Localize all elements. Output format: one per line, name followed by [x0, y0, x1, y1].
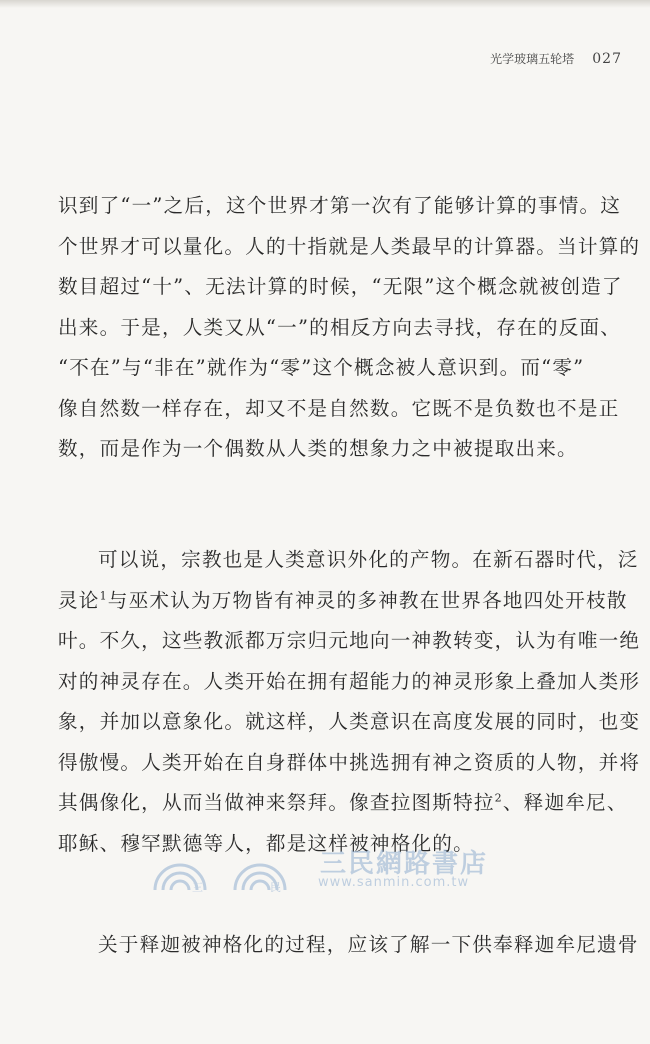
text-line-content: 、释迦牟尼、: [502, 791, 628, 814]
text-line: 像自然数一样存在，却又不是自然数。它既不是负数也不是正: [58, 396, 620, 420]
watermark-url: www.sanmin.com.tw: [318, 875, 470, 890]
footnote-marker: 2: [494, 791, 503, 805]
paragraph-1: [58, 186, 641, 470]
text-line: 得傲慢。人类开始在自身群体中挑选拥有神之资质的人物，并将: [58, 750, 641, 774]
running-header: [490, 50, 622, 67]
text-line: 识到了“一”之后，这个世界才第一次有了能够计算的事情。这: [58, 194, 622, 217]
text-line-content: 关于释迦被神格化的过程，应该了解一下供奉释迦牟尼遗骨: [98, 933, 639, 956]
text-line-content: 其偶像化，从而当做神来祭拜。像查拉图斯特拉: [58, 791, 495, 814]
watermark-min: 民: [270, 881, 281, 894]
text-line: “不在”与“非在”就作为“零”这个概念被人意识到。而“零”: [58, 356, 585, 379]
watermark-store-name: 三民網路書店: [320, 849, 489, 879]
text-line: 对的神灵存在。人类开始在拥有超能力的神灵形象上叠加人类形: [58, 669, 641, 693]
text-line: 出来。于是，人类又从“一”的相反方向去寻找，存在的反面、: [58, 315, 622, 339]
watermark-san: 三: [192, 881, 203, 894]
text-line: [58, 783, 628, 824]
text-line: [58, 925, 639, 966]
paragraph-2: [58, 540, 641, 864]
page-top-shadow: [0, 0, 650, 8]
page-number: 027: [592, 51, 622, 67]
text-line-content: 可以说，宗教也是人类意识外化的产物。在新石器时代，泛: [98, 548, 639, 571]
running-header-title: 光学玻璃五轮塔: [490, 52, 575, 66]
text-line-content: 灵论: [58, 588, 100, 612]
text-line: 数目超过“十”、无法计算的时候，“无限”这个概念就被创造了: [58, 275, 623, 298]
paragraph-3: [58, 925, 639, 966]
text-line: 耶稣、穆罕默德等人，都是这样被神格化的。: [58, 831, 474, 855]
text-line: 数，而是作为一个偶数从人类的想象力之中被提取出来。: [58, 437, 578, 460]
text-line: 象，并加以意象化。就这样，人类意识在高度发展的同时，也变: [58, 710, 641, 733]
text-line: 叶。不久，这些教派都万宗归元地向一神教转变，认为有唯一绝: [58, 629, 641, 652]
footnote-marker: 1: [99, 588, 108, 602]
text-line: 个世界才可以量化。人的十指就是人类最早的计算器。当计算的: [58, 234, 641, 258]
text-line: [58, 581, 628, 622]
text-line-content: 与巫术认为万物皆有神灵的多神教在世界各地四处开枝散: [107, 588, 628, 612]
text-line: [58, 540, 639, 581]
